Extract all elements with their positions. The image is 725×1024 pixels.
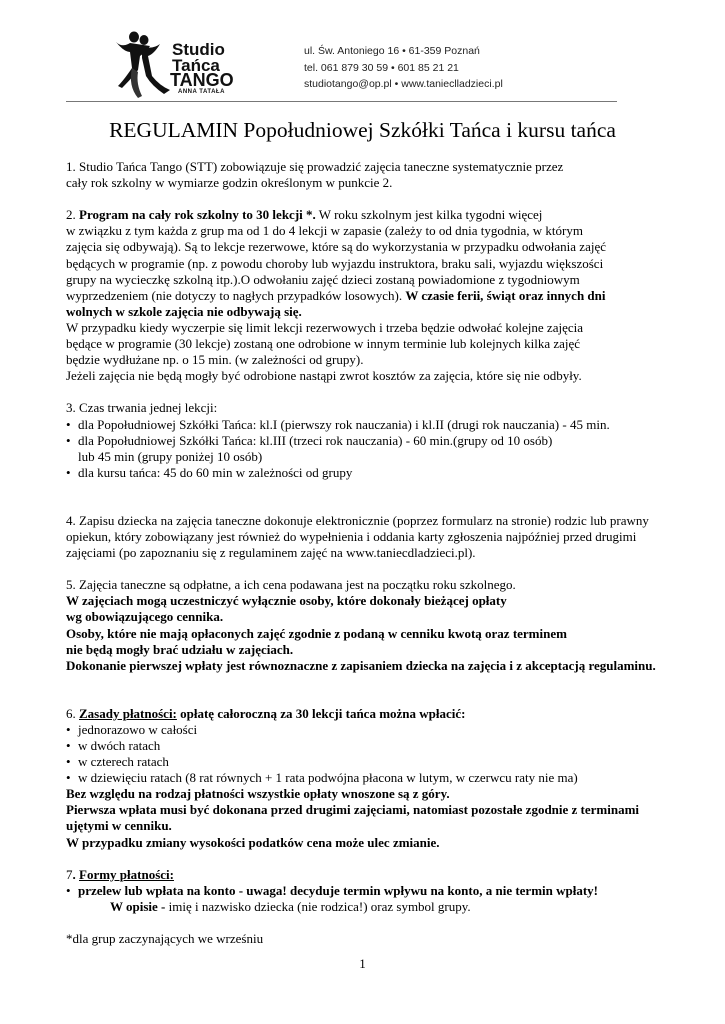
list-item-text: dla Popołudniowej Szkółki Tańca: kl.III (trzeci rok nauczania) - 60 min.(grupy od 10 osób) <box>78 432 553 448</box>
page-number: 1 <box>359 956 366 971</box>
section-7-dot: . <box>72 866 79 882</box>
list-item <box>66 433 716 449</box>
payment-description-label: W opisie - <box>110 898 169 914</box>
bullet-icon: • <box>66 416 71 432</box>
section-2-line <box>66 304 716 320</box>
list-item-text: w czterech ratach <box>78 754 169 770</box>
list-item-continuation: lub 45 min (grupy poniżej 10 osób) <box>78 448 263 464</box>
list-item <box>66 722 716 738</box>
section-1-line: 1. Studio Tańca Tango (STT) zobowiązuje się prowadzić zajęcia taneczne systematycznie przez <box>66 159 564 174</box>
contact-email-web: studiotango@op.pl • www.tanieclladzieci.pl <box>304 78 503 90</box>
section-5-line <box>66 642 716 658</box>
section-1-line: cały rok szkolny w wymiarze godzin określonym w punkcie 2. <box>66 175 393 191</box>
section-2-line: będących w programie (np. z powodu choroby lub wyjazdu instruktora, braku sali, wyjazdu większości <box>66 255 604 271</box>
list-item-text: w dziewięciu ratach (8 rat równych + 1 rata podwójna płacona w lutym, w czerwcu raty nie ma) <box>78 770 578 786</box>
section-6-bold-text: Pierwsza wpłata musi być dokonana przed drugimi zajęciami, natomiast pozostałe zgodnie z terminami <box>66 802 640 818</box>
section-4-line: zajęciami (po zapoznaniu się z regulaminem zajęć na www.taniecdladzieci.pl). <box>66 545 476 561</box>
section-2-heading <box>66 207 716 223</box>
section-6-title-underlined: Zasady płatności: <box>79 705 177 721</box>
list-item <box>66 883 716 899</box>
bullet-icon: • <box>66 721 71 737</box>
bullet-icon: • <box>66 432 71 448</box>
payment-description-note <box>66 899 716 915</box>
list-item <box>66 417 716 433</box>
section-2-line: Jeżeli zajęcia nie będą mogły być odrobione nastąpi zwrot kosztów za zajęcia, które się nie odbyły. <box>66 368 582 384</box>
footnote: *dla grup zaczynających we wrześniu <box>66 931 264 947</box>
section-5-bold-text: W zajęciach mogą uczestniczyć wyłącznie osoby, które dokonały bieżącej opłaty <box>66 593 507 609</box>
section-5-line: 5. Zajęcia taneczne są odpłatne, a ich cena podawana jest na początku roku szkolnego. <box>66 577 516 593</box>
section-3-title: Czas trwania jednej lekcji: <box>75 400 218 416</box>
bullet-icon: • <box>66 882 71 898</box>
section-2-line: będące w programie (30 lekcje) zostaną one odrobione w innym terminie lub kolejnych kilka zajęć <box>66 336 581 352</box>
section-6-line <box>66 786 716 802</box>
list-item <box>66 770 716 786</box>
section-6-title-rest: opłatę całoroczną za 30 lekcji tańca można wpłacić: <box>176 705 466 721</box>
list-item-text: jednorazowo w całości <box>78 721 198 737</box>
section-2-line: grupy na wycieczkę szkolną itp.).O odwołaniu zajęć dzieci zostaną powiadomione z tygodniowym <box>66 271 580 287</box>
section-5-bold-text: nie będą mogły brać udziału w zajęciach. <box>66 641 294 657</box>
bullet-icon: • <box>66 770 71 786</box>
section-2-text: wyprzedzeniem (nie dotyczy to nagłych przypadków losowych). <box>66 287 406 303</box>
section-2-bold-text: wolnych w szkole zajęcia nie odbywają się. <box>66 303 302 319</box>
section-6-bold-text: W przypadku zmiany wysokości podatków cena może ulec zmianie. <box>66 834 440 850</box>
section-6-line <box>66 818 716 834</box>
section-5-bold-text: Osoby, które nie mają opłaconych zajęć zgodnie z podaną w cenniku kwotą oraz terminem <box>66 625 567 641</box>
section-5-line <box>66 626 716 642</box>
section-5-bold-text: Dokonanie pierwszej wpłaty jest równoznaczne z zapisaniem dziecka na zajęcia i z akceptacją regulaminu. <box>66 657 656 673</box>
section-number: 3. <box>66 400 76 416</box>
section-6-heading <box>66 706 716 722</box>
section-2-line: W przypadku kiedy wyczerpie się limit lekcji rezerwowych i trzeba będzie odwołać kolejne zajęcia <box>66 319 583 335</box>
list-item <box>66 754 716 770</box>
logo-word-tango: TANGO <box>170 70 234 90</box>
section-5-bold-text: wg obowiązującego cennika. <box>66 609 224 625</box>
section-3-heading <box>66 400 716 416</box>
section-2-line: zajęcia się odbywają). Są to lekcje rezerwowe, które są do wykorzystania w przypadku odwołania zajęć <box>66 239 606 255</box>
regulations-body <box>66 159 716 947</box>
list-item-text: przelew lub wpłata na konto - uwaga! decyduje termin wpływu na konto, a nie termin wpłaty! <box>78 882 599 898</box>
bullet-icon: • <box>66 464 71 480</box>
payment-description-text: imię i nazwisko dziecka (nie rodzica!) oraz symbol grupy. <box>168 898 471 914</box>
section-2-bold-lead: Program na cały rok szkolny to 30 lekcji *. <box>79 207 316 223</box>
section-7-heading <box>66 867 716 883</box>
list-item <box>66 465 716 481</box>
bullet-icon: • <box>66 738 71 753</box>
section-2-bold-text: W czasie ferii, świąt oraz innych dni <box>405 287 606 303</box>
section-6-line <box>66 835 716 851</box>
contact-address: ul. Św. Antoniego 16 • 61-359 Poznań <box>304 45 480 57</box>
logo-word-studio: Studio <box>172 40 225 59</box>
section-7-title-underlined: Formy płatności: <box>79 866 174 882</box>
section-2-line <box>66 288 716 304</box>
list-item-text: dla Popołudniowej Szkółki Tańca: kl.I (pierwszy rok nauczania) i kl.II (drugi rok nauczania) - 45 min. <box>78 416 610 432</box>
logo-word-tanca: Tańca <box>172 56 220 75</box>
section-2-line: będzie wydłużane np. o 15 min. (w zależności od grupy). <box>66 352 364 368</box>
section-5-line <box>66 609 716 625</box>
studio-logo <box>112 28 242 100</box>
section-6-bold-text: Bez względu na rodzaj płatności wszystkie opłaty wnoszone są z góry. <box>66 786 450 802</box>
section-4-line: 4. Zapisu dziecka na zajęcia taneczne dokonuje elektronicznie (poprzez formularz na stronie) rodzic lub prawny <box>66 512 649 528</box>
logo-owner-name: ANNA TATAŁA <box>178 89 225 95</box>
section-5-line <box>66 658 716 674</box>
section-number: 2. <box>66 207 79 223</box>
contact-phone: tel. 061 879 30 59 • 601 85 21 21 <box>304 62 459 74</box>
section-2-text: W roku szkolnym jest kilka tygodni więcej <box>315 207 543 223</box>
section-6-line <box>66 802 716 818</box>
list-item-text: dla kursu tańca: 45 do 60 min w zależności od grupy <box>78 464 353 480</box>
list-item <box>66 738 716 754</box>
section-2-line: w związku z tym każda z grup ma od 1 do 4 lekcji w zapasie (zależy to od dnia tygodnia, w którym <box>66 223 583 239</box>
list-item-text: w dwóch ratach <box>78 738 161 753</box>
section-number: 7 <box>66 866 73 882</box>
dancer-silhouette-icon <box>112 28 172 100</box>
header-divider <box>66 101 617 102</box>
section-4-line: opiekun, który zobowiązany jest również do wypełnienia i oddania karty zgłoszenia najpóźniej przed drugimi <box>66 528 637 544</box>
section-number: 6. <box>66 705 79 721</box>
section-6-bold-text: ujętymi w cenniku. <box>66 818 172 834</box>
document-title: REGULAMIN Popołudniowej Szkółki Tańca i kursu tańca <box>109 118 616 142</box>
bullet-icon: • <box>66 754 71 770</box>
section-5-line <box>66 593 716 609</box>
